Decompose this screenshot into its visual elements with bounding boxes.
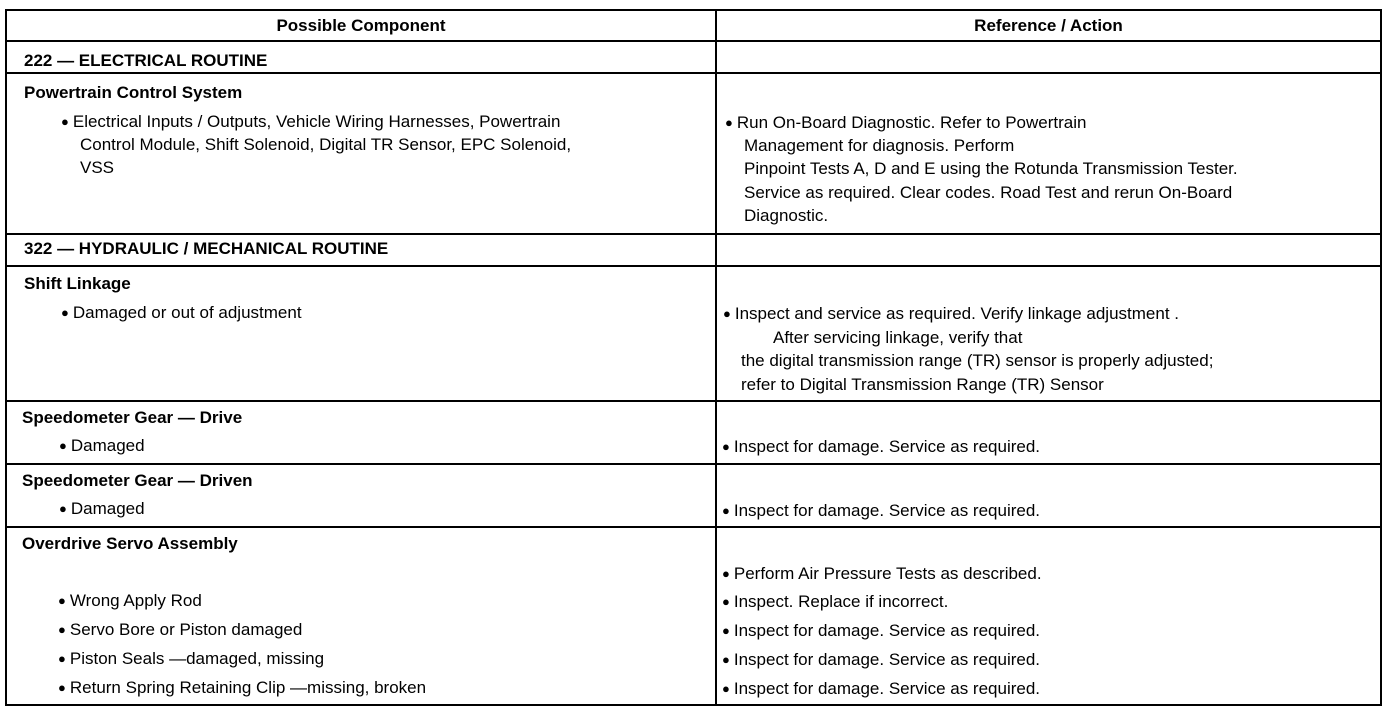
speedo-drive-action: ● Inspect for damage. Service as required. [722, 437, 1040, 458]
linkage-action-line: After servicing linkage, verify that [773, 328, 1023, 347]
linkage-action-line: the digital transmission range (TR) sensor is properly adjusted; [741, 351, 1214, 370]
section-electrical: 222 — ELECTRICAL ROUTINE [24, 51, 268, 70]
speedo-driven-item: ● Damaged [59, 499, 145, 520]
section-hydraulic: 322 — HYDRAULIC / MECHANICAL ROUTINE [24, 239, 389, 258]
powertrain-item-line: ● Electrical Inputs / Outputs, Vehicle Wiring Harnesses, Powertrain [61, 112, 560, 133]
servo-action: ● Inspect for damage. Service as required. [722, 621, 1040, 642]
powertrain-item-line: VSS [80, 158, 115, 177]
linkage-action-line: refer to Digital Transmission Range (TR) Sensor [741, 375, 1104, 394]
servo-action: ● Inspect for damage. Service as required. [722, 679, 1040, 700]
row-divider [7, 400, 1380, 402]
servo-item: ● Servo Bore or Piston damaged [58, 620, 302, 641]
row-title-speedo-driven: Speedometer Gear — Driven [22, 471, 253, 490]
powertrain-action-line: Diagnostic. [744, 206, 829, 225]
servo-action: ● Inspect. Replace if incorrect. [722, 592, 948, 613]
row-divider [7, 233, 1380, 235]
servo-item: ● Wrong Apply Rod [58, 591, 202, 612]
servo-item: ● Return Spring Retaining Clip —missing, broken [58, 678, 426, 699]
row-title-powertrain: Powertrain Control System [24, 83, 243, 102]
servo-action: ● Inspect for damage. Service as required. [722, 650, 1040, 671]
diagnosis-table [5, 9, 1382, 706]
speedo-driven-action: ● Inspect for damage. Service as required. [722, 501, 1040, 522]
row-divider [7, 40, 1380, 42]
row-title-servo: Overdrive Servo Assembly [22, 534, 238, 553]
row-title-linkage: Shift Linkage [24, 274, 131, 293]
powertrain-action-line: Management for diagnosis. Perform [744, 136, 1015, 155]
header-action: Reference / Action [974, 16, 1123, 35]
powertrain-action-line: Service as required. Clear codes. Road Test and rerun On-Board [744, 183, 1233, 202]
servo-item: ● Piston Seals —damaged, missing [58, 649, 324, 670]
linkage-item: ● Damaged or out of adjustment [61, 303, 302, 324]
header-component: Possible Component [276, 16, 446, 35]
row-divider [7, 265, 1380, 267]
linkage-action-line: ● Inspect and service as required. Verify linkage adjustment . [723, 304, 1179, 325]
row-divider [7, 72, 1380, 74]
servo-first-action: ● Perform Air Pressure Tests as described. [722, 564, 1042, 585]
column-divider [715, 11, 717, 704]
row-divider [7, 526, 1380, 528]
powertrain-action-line: ● Run On-Board Diagnostic. Refer to Powertrain [725, 113, 1086, 134]
speedo-drive-item: ● Damaged [59, 436, 145, 457]
powertrain-item-line: Control Module, Shift Solenoid, Digital TR Sensor, EPC Solenoid, [80, 135, 572, 154]
row-divider [7, 463, 1380, 465]
powertrain-action-line: Pinpoint Tests A, D and E using the Rotunda Transmission Tester. [744, 159, 1238, 178]
row-title-speedo-drive: Speedometer Gear — Drive [22, 408, 243, 427]
